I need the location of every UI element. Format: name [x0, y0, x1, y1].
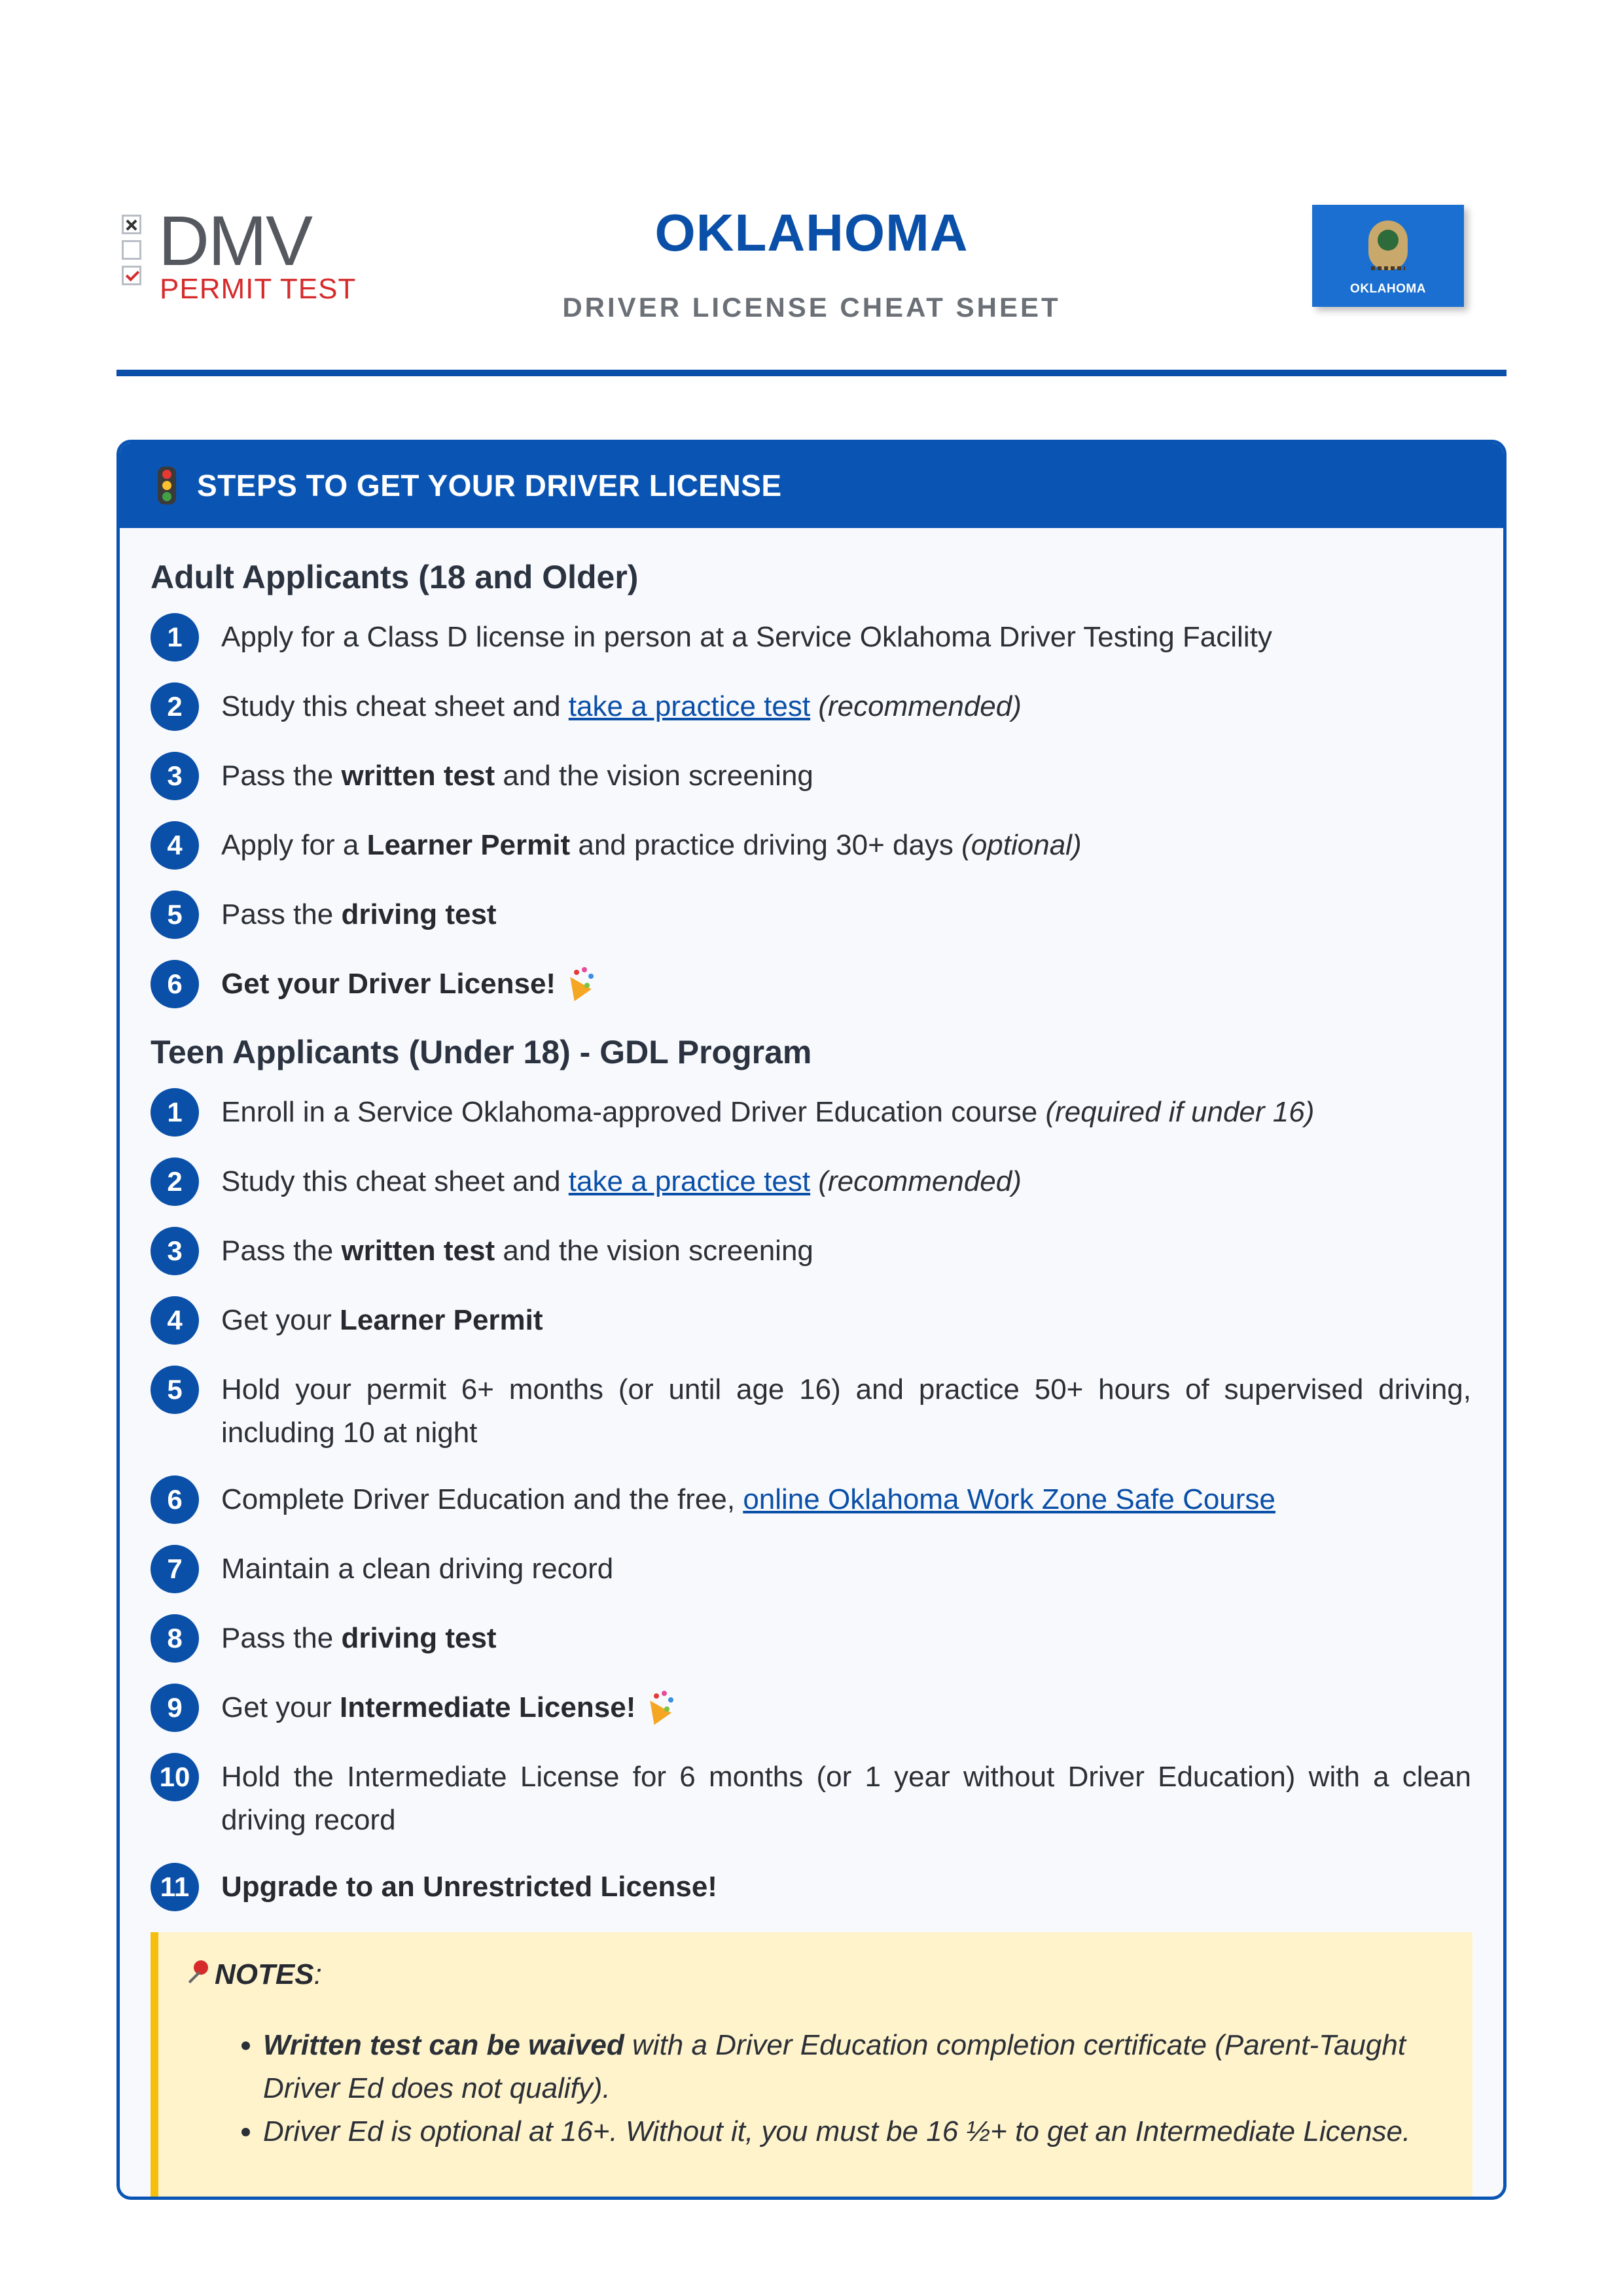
notes-list	[185, 2024, 1446, 2153]
step-number-badge: 5	[151, 891, 199, 939]
step-item	[151, 1545, 1472, 1593]
notes-heading: NOTES:	[185, 1952, 1446, 1998]
step-item	[151, 1157, 1472, 1206]
step-item	[151, 1753, 1472, 1842]
traffic-light-icon	[158, 467, 176, 504]
step-text: Pass the driving test	[221, 1622, 497, 1654]
adult-section-title: Adult Applicants (18 and Older)	[151, 559, 639, 595]
notes-box	[151, 1932, 1472, 2200]
step-number-badge: 9	[151, 1684, 199, 1732]
party-popper-icon	[642, 1688, 676, 1722]
step-number-badge: 2	[151, 1157, 199, 1206]
step-number-badge: 1	[151, 1088, 199, 1137]
step-item	[151, 682, 1472, 731]
step-item	[151, 821, 1472, 870]
step-text: Complete Driver Education and the free, online Oklahoma Work Zone Safe Course	[221, 1483, 1275, 1515]
steps-card	[116, 440, 1507, 2200]
step-number-badge: 6	[151, 1475, 199, 1524]
step-text: Pass the written test and the vision screening	[221, 760, 813, 792]
step-text: Apply for a Learner Permit and practice driving 30+ days (optional)	[221, 829, 1082, 861]
checkbox-checked-icon	[122, 266, 141, 285]
step-item	[151, 1475, 1472, 1524]
step-item	[151, 960, 1472, 1008]
step-number-badge: 8	[151, 1614, 199, 1663]
step-item	[151, 1227, 1472, 1275]
step-text: Get your Driver License!	[221, 960, 1471, 1006]
step-text: Enroll in a Service Oklahoma-approved Driver Education course (required if under 16)	[221, 1096, 1315, 1128]
step-text: Pass the written test and the vision screening	[221, 1235, 813, 1267]
step-item	[151, 1088, 1472, 1137]
note-item: • Written test can be waived with a Driver Education completion certificate (Parent-Taught Driver Ed does not qualify).	[263, 2024, 1446, 2110]
step-text: Study this cheat sheet and take a practice test (recommended)	[221, 690, 1022, 722]
step-number-badge: 1	[151, 613, 199, 662]
oklahoma-flag-icon	[1312, 205, 1464, 307]
step-text: Upgrade to an Unrestricted License!	[221, 1871, 717, 1903]
step-text: Apply for a Class D license in person at a Service Oklahoma Driver Testing Facility	[221, 621, 1272, 653]
document-subtitle: DRIVER LICENSE CHEAT SHEET	[562, 292, 1061, 323]
step-text: Get your Learner Permit	[221, 1304, 543, 1336]
card-header	[120, 443, 1503, 528]
step-number-badge: 3	[151, 1227, 199, 1275]
step-number-badge: 2	[151, 682, 199, 731]
step-item	[151, 1366, 1472, 1455]
practice-test-link[interactable]: take a practice test	[568, 1165, 811, 1197]
step-text: Study this cheat sheet and take a practice test (recommended)	[221, 1165, 1022, 1197]
step-text: Hold the Intermediate License for 6 months (or 1 year without Driver Education) with a clean driving record	[221, 1761, 1471, 1836]
step-number-badge: 7	[151, 1545, 199, 1593]
flag-shield-icon	[1368, 221, 1408, 270]
step-number-badge: 5	[151, 1366, 199, 1414]
step-number-badge: 4	[151, 1296, 199, 1345]
card-body	[120, 528, 1503, 2200]
step-text: Pass the driving test	[221, 898, 497, 930]
practice-test-link[interactable]: take a practice test	[568, 690, 811, 722]
teen-steps-list	[151, 1088, 1472, 1911]
logo-dmv-text: DMV	[158, 201, 312, 280]
logo-permit-text: PERMIT TEST	[160, 273, 357, 305]
header-divider	[116, 370, 1507, 376]
step-text: Hold your permit 6+ months (or until age 16) and practice 50+ hours of supervised driving, including 10 at night	[221, 1373, 1471, 1449]
step-item	[151, 613, 1472, 662]
note-item: • Driver Ed is optional at 16+. Without it, you must be 16 ½+ to get an Intermediate License.	[263, 2110, 1446, 2153]
step-number-badge: 6	[151, 960, 199, 1008]
pushpin-icon	[185, 1959, 213, 1988]
step-number-badge: 3	[151, 752, 199, 800]
teen-section-title: Teen Applicants (Under 18) - GDL Program	[151, 1034, 812, 1070]
step-number-badge: 10	[151, 1753, 199, 1801]
party-popper-icon	[562, 964, 596, 998]
step-item	[151, 752, 1472, 800]
step-item	[151, 1863, 1472, 1911]
card-title: STEPS TO GET YOUR DRIVER LICENSE	[197, 468, 782, 503]
flag-label: OKLAHOMA	[1350, 282, 1426, 296]
step-text: Maintain a clean driving record	[221, 1553, 614, 1585]
step-item	[151, 1296, 1472, 1345]
step-number-badge: 11	[151, 1863, 199, 1911]
adult-steps-list	[151, 613, 1472, 1008]
step-item	[151, 891, 1472, 939]
page-header	[0, 0, 1623, 393]
work-zone-course-link[interactable]: online Oklahoma Work Zone Safe Course	[743, 1483, 1275, 1515]
step-number-badge: 4	[151, 821, 199, 870]
step-text: Get your Intermediate License!	[221, 1684, 1471, 1729]
step-item	[151, 1684, 1472, 1732]
step-item	[151, 1614, 1472, 1663]
state-title: OKLAHOMA	[654, 203, 969, 262]
